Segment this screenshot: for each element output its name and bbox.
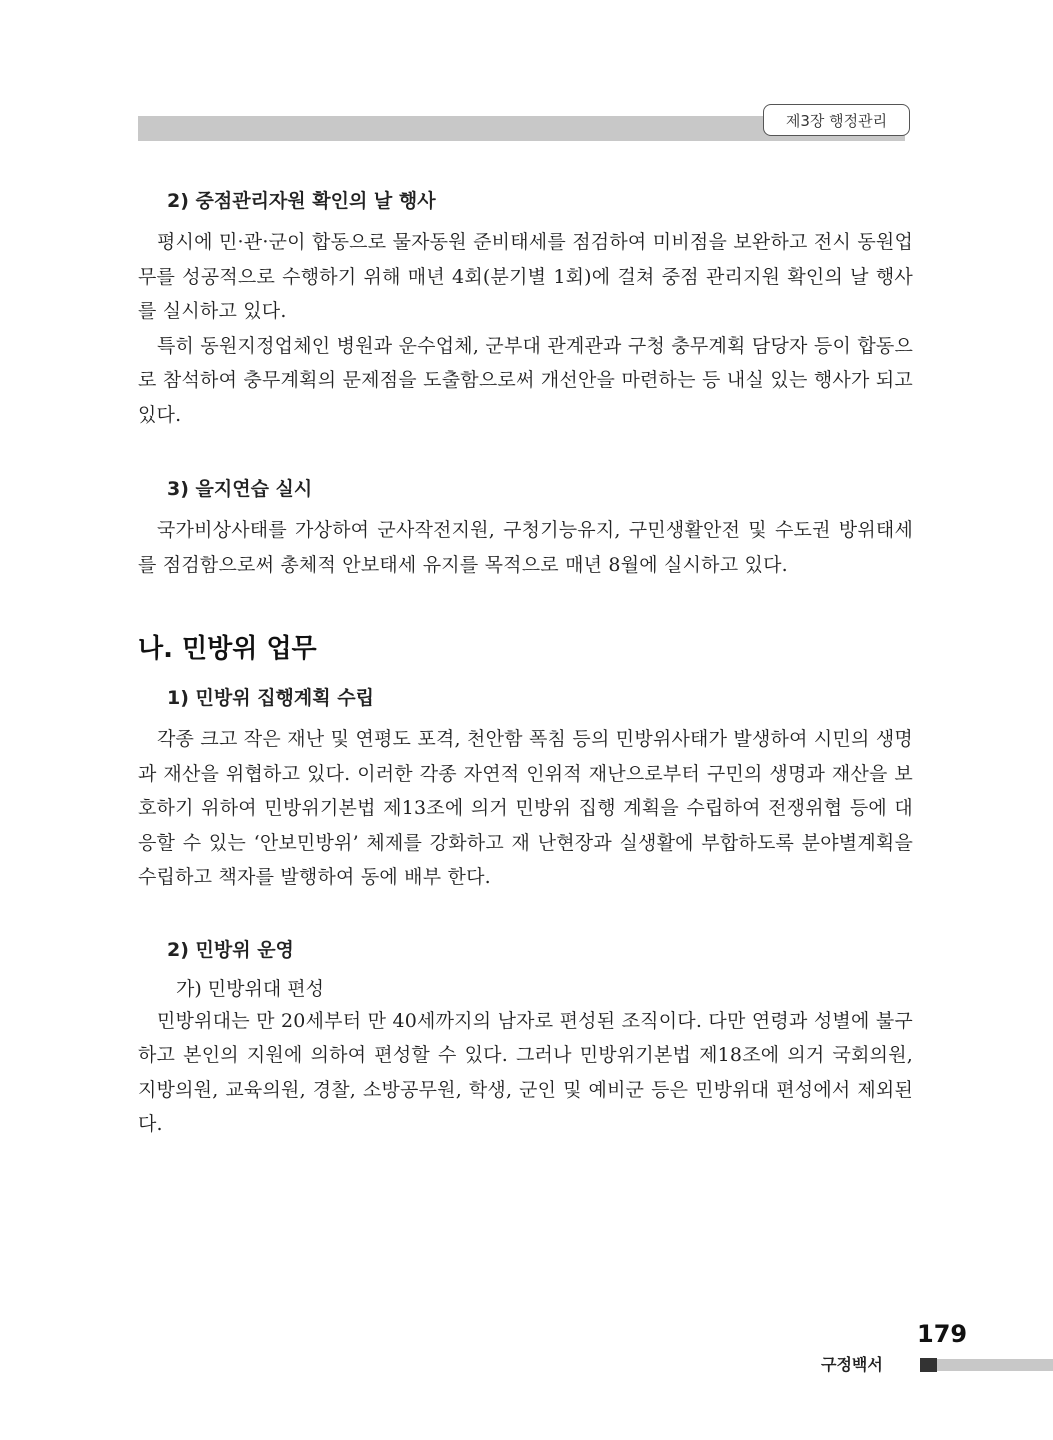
paragraph: 평시에 민·관·군이 합동으로 물자동원 준비태세를 점검하여 미비점을 보완하고 전시 동원업무를 성공적으로 수행하기 위해 매년 4회(분기별 1회)에 걸쳐 중점 관리지원 확인의 날 행사를 실시하고 있다. bbox=[138, 231, 913, 322]
subsection-heading-2: 2) 민방위 운영 bbox=[167, 938, 294, 961]
section-heading-na: 나. 민방위 업무 bbox=[138, 634, 317, 664]
page-number: 179 bbox=[917, 1320, 968, 1348]
chapter-label: 제3장 행정관리 bbox=[763, 104, 910, 136]
page-content bbox=[138, 186, 913, 1142]
paragraph: 각종 크고 작은 재난 및 연평도 포격, 천안함 폭침 등의 민방위사태가 발생하여 시민의 생명과 재산을 위협하고 있다. 이러한 각종 자연적 인위적 재난으로부터 구민의 생명과 재산을 보호하기 위하여 민방위기본법 제13조에 의거 민방위 집행 계획을 수립하여 전쟁위협 등에 대응할 수 있는 ‘안보민방위’ 체제를 강화하고 재 난현장과 실생활에 부합하도록 분야별계획을 수립하고 책자를 발행하여 동에 배부 한다. bbox=[138, 728, 913, 888]
footer-block bbox=[920, 1358, 937, 1372]
sub-item-heading: 가) 민방위대 편성 bbox=[176, 977, 324, 1000]
book-title: 구정백서 bbox=[821, 1355, 883, 1374]
section-heading-2: 2) 중점관리자원 확인의 날 행사 bbox=[167, 190, 436, 212]
paragraph: 민방위대는 만 20세부터 만 40세까지의 남자로 편성된 조직이다. 다만 연령과 성별에 불구하고 본인의 지원에 의하여 편성할 수 있다. 그러나 민방위기본법 제18조에 의거 국회의원, 지방의원, 교육의원, 경찰, 소방공무원, 학생, 군인 및 예비군 등은 민방위대 편성에서 제외된다. bbox=[138, 1009, 913, 1135]
paragraph: 국가비상사태를 가상하여 군사작전지원, 구청기능유지, 구민생활안전 및 수도권 방위태세를 점검함으로써 총체적 안보태세 유지를 목적으로 매년 8월에 실시하고 있다. bbox=[138, 519, 913, 576]
paragraph: 특히 동원지정업체인 병원과 운수업체, 군부대 관계관과 구청 충무계획 담당자 등이 합동으로 참석하여 충무계획의 문제점을 도출함으로써 개선안을 마련하는 등 내실 있는 행사가 되고 있다. bbox=[138, 334, 913, 426]
section-heading-3: 3) 을지연습 실시 bbox=[167, 478, 313, 500]
subsection-heading-1: 1) 민방위 집행계획 수립 bbox=[167, 687, 374, 709]
footer-bar bbox=[937, 1359, 1053, 1371]
